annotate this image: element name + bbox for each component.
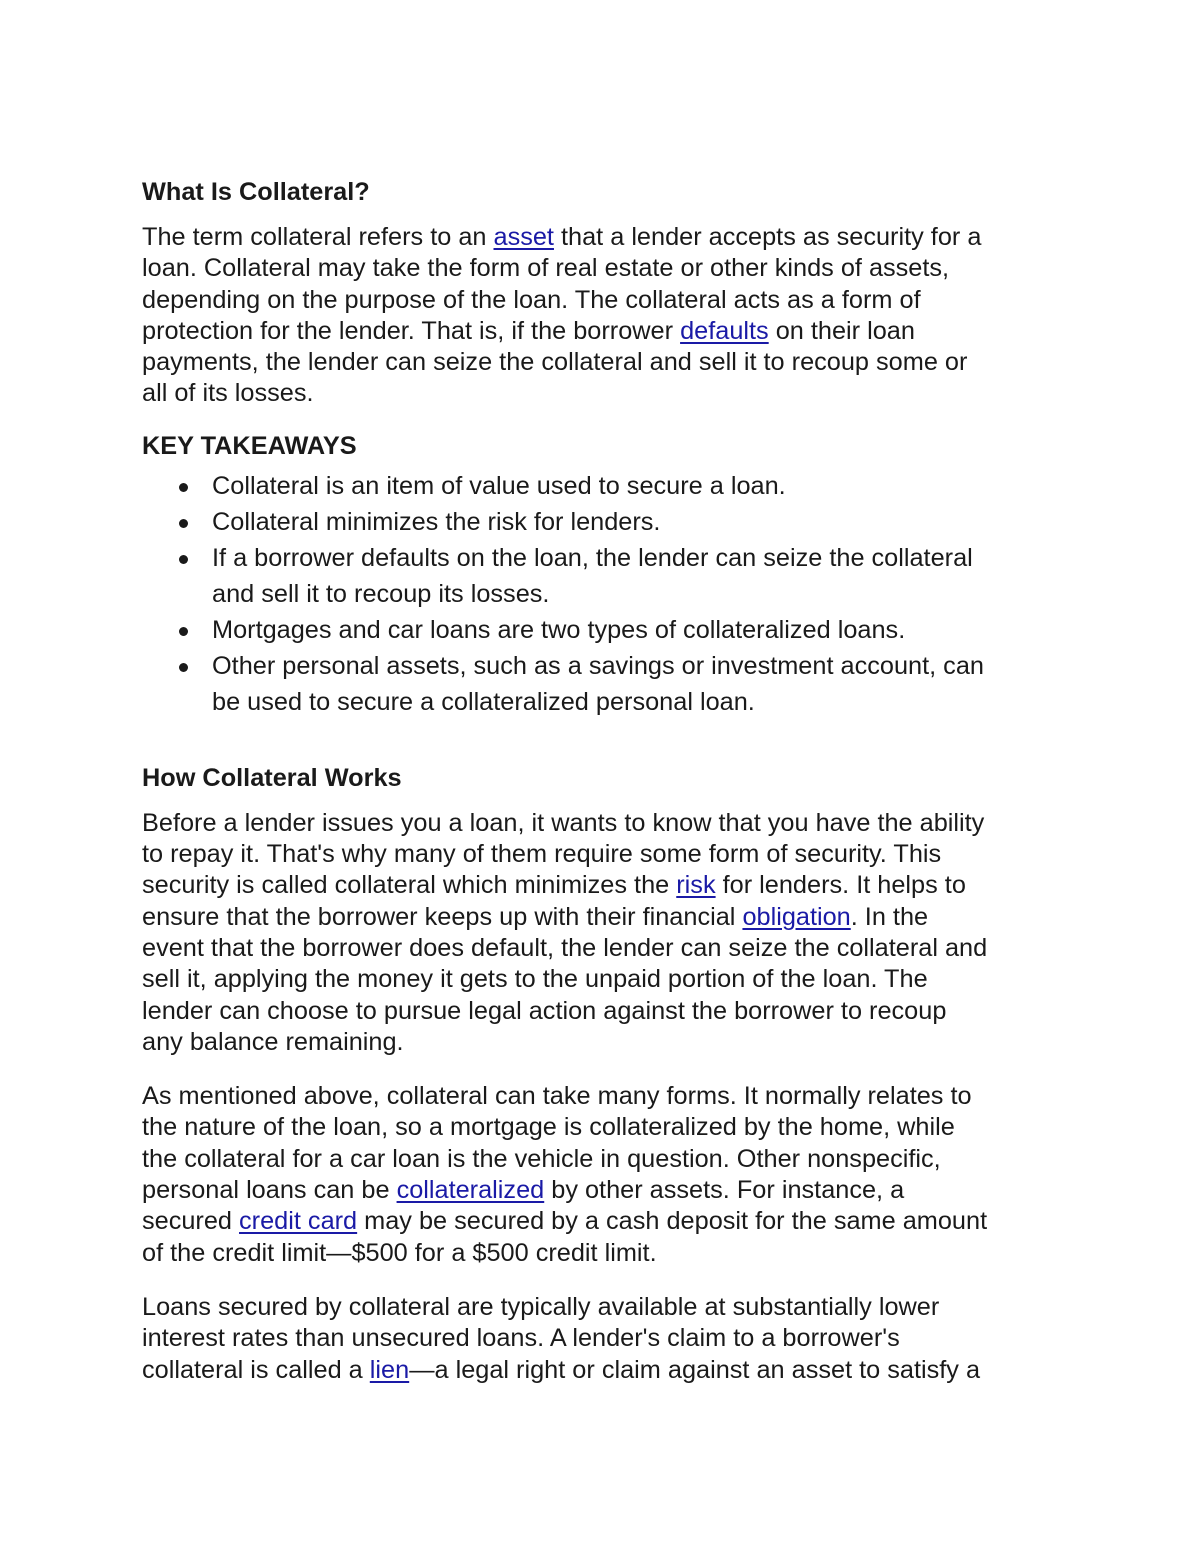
text-span: collateral is called a [142,1355,370,1384]
text-line: the collateral for a car loan is the vehicle in question. Other nonspecific, [142,1144,941,1173]
text-line: be used to secure a collateralized personal loan. [212,687,755,716]
text-span: . In the [850,902,929,931]
link-defaults[interactable]: defaults [680,316,769,345]
text-line: loan. Collateral may take the form of real estate or other kinds of assets, [142,254,950,283]
paragraph-collateral-forms [142,1081,1072,1269]
text-line: interest rates than unsecured loans. A lender's claim to a borrower's [142,1324,900,1353]
text-line [142,222,1072,253]
text-line: of the credit limit—$500 for a $500 credit limit. [142,1238,657,1267]
text-line: Mortgages and car loans are two types of collateralized loans. [212,615,906,644]
text-line [142,870,1072,901]
link-lien[interactable]: lien [369,1355,410,1384]
text-line: depending on the purpose of the loan. The collateral acts as a form of [142,285,921,314]
key-takeaways-heading: KEY TAKEAWAYS [142,431,357,460]
text-span: security is called collateral which minimizes the [142,871,677,900]
text-line: If a borrower defaults on the loan, the lender can seize the collateral [212,543,973,572]
text-span: on their loan [768,316,915,345]
paragraph-collateral-definition [142,222,1072,410]
list-item [212,612,1072,648]
section-heading-what-is-collateral: What Is Collateral? [142,178,370,206]
paragraph-how-it-works [142,808,1072,1058]
text-line: sell it, applying the money it gets to the unpaid portion of the loan. The [142,965,928,994]
list-item [212,468,1072,504]
text-span: protection for the lender. That is, if the borrower [142,316,681,345]
text-line: Other personal assets, such as a savings or investment account, can [212,651,984,680]
list-item [212,504,1072,540]
bullet-icon [179,663,188,672]
text-span: personal loans can be [142,1176,397,1205]
text-line: any balance remaining. [142,1027,404,1056]
text-line: the nature of the loan, so a mortgage is collateralized by the home, while [142,1113,955,1142]
text-line [142,1175,1072,1206]
section-heading-how-collateral-works: How Collateral Works [142,763,402,792]
bullet-icon [179,555,188,564]
text-line: As mentioned above, collateral can take many forms. It normally relates to [142,1082,972,1111]
text-line: and sell it to recoup its losses. [212,579,550,608]
text-span: The term collateral refers to an [142,223,494,251]
list-item [212,540,1072,612]
link-risk[interactable]: risk [676,871,716,900]
text-span: secured [142,1207,240,1236]
text-span: for lenders. It helps to [715,871,966,900]
text-span: ensure that the borrower keeps up with their financial [142,902,743,931]
list-item [212,648,1072,720]
text-line: payments, the lender can seize the collateral and sell it to recoup some or [142,348,968,377]
text-line: Before a lender issues you a loan, it wants to know that you have the ability [142,808,985,837]
text-span: —a legal right or claim against an asset to satisfy a [409,1355,981,1384]
bullet-icon [179,627,188,636]
link-collateralized[interactable]: collateralized [396,1176,545,1205]
bullet-icon [179,519,188,528]
document-page [142,176,1072,1386]
key-takeaways-list [142,468,1072,720]
text-line [142,1355,1072,1386]
text-line: to repay it. That's why many of them require some form of security. This [142,840,942,869]
text-line [142,1206,1072,1237]
text-span: may be secured by a cash deposit for the same amount [357,1207,988,1236]
link-obligation[interactable]: obligation [742,902,851,931]
bullet-icon [179,483,188,492]
text-span: that a lender accepts as security for a [553,223,982,251]
text-line: Collateral is an item of value used to secure a loan. [212,471,786,500]
paragraph-secured-loans [142,1292,1072,1386]
text-line: lender can choose to pursue legal action against the borrower to recoup [142,996,947,1025]
text-line [142,902,1072,933]
link-asset[interactable]: asset [493,223,554,251]
link-credit-card[interactable]: credit card [239,1207,358,1236]
text-line: event that the borrower does default, the lender can seize the collateral and [142,933,988,962]
text-line [142,316,1072,347]
text-line: all of its losses. [142,379,314,408]
text-span: by other assets. For instance, a [544,1176,905,1205]
text-line: Collateral minimizes the risk for lenders. [212,507,661,536]
text-line: Loans secured by collateral are typically available at substantially lower [142,1292,940,1321]
